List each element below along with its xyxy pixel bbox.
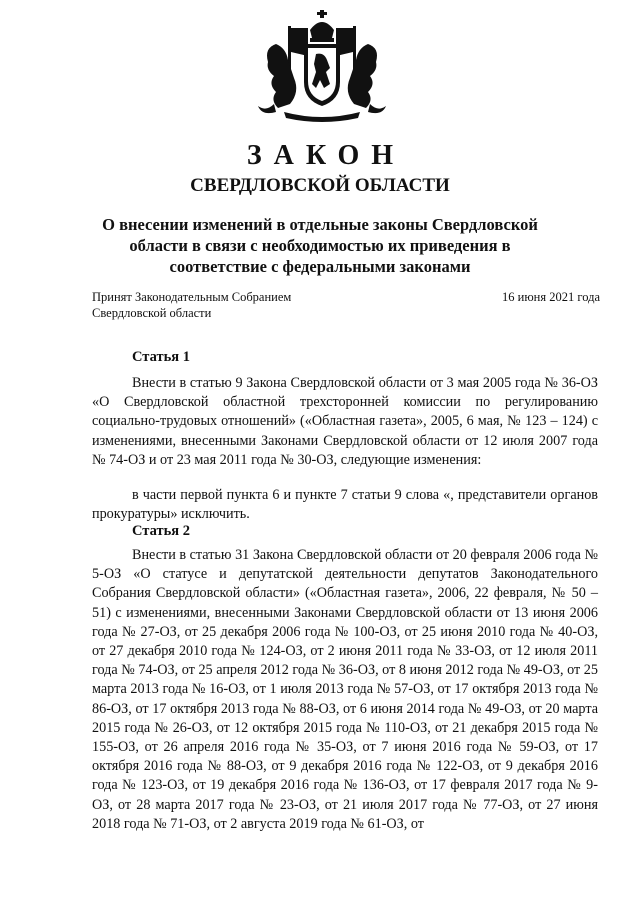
article-2-paragraph-1: Внести в статью 31 Закона Свердловской области от 20 февраля 2006 года № 5-ОЗ «О статусе и депутатской деятельности депутатов Законодательного Собрания Свердловской области» («Областная газета», 2006, 22 февраля, № 50 – 51) с изменениями, внесенными Законами Свердловской области от 13 июня 2006 года № 27-ОЗ, от 25 декабря 2006 года № 100-ОЗ, от 25 июня 2010 года № 40-ОЗ, от 27 декабря 2010 года № 124-ОЗ, от 2 июня 2011 года № 33-ОЗ, от 12 июля 2011 года № 74-ОЗ, от 25 апреля 2012 года № 36-ОЗ, от 8 июня 2012 года № 49-ОЗ, от 25 марта 2013 года № 16-ОЗ, от 1 июля 2013 года № 57-ОЗ, от 17 октября 2013 года № 86-ОЗ, от 17 октября 2013 года № 88-ОЗ, от 6 июня 2014 года № 49-ОЗ, от 20 марта 2015 года № 26-ОЗ, от 12 октября 2015 года № 110-ОЗ, от 21 декабря 2015 года № 155-ОЗ, от 26 апреля 2016 года № 35-ОЗ, от 7 июня 2016 года № 59-ОЗ, от 17 октября 2016 года № 88-ОЗ, от 9 декабря 2016 года № 122-ОЗ, от 9 декабря 2016 года № 123-ОЗ, от 19 декабря 2016 года № 136-ОЗ, от 17 февраля 2017 года № 9-ОЗ, от 28 марта 2017 года № 23-ОЗ, от 21 июля 2017 года № 77-ОЗ, от 27 июня 2018 года № 71-ОЗ, от 2 августа 2019 года № 61-ОЗ, от: [92, 547, 598, 832]
adopted-by: [92, 289, 291, 321]
article-1-heading: Статья 1: [132, 349, 190, 365]
law-subject: О внесении изменений в отдельные законы Свердловской области в связи с необходимостью их приведения в соответствие с федеральными законами: [102, 215, 538, 276]
article-2-heading: Статья 2: [132, 523, 190, 539]
article-1-paragraph-1: Внести в статью 9 Закона Свердловской области от 3 мая 2005 года № 36-ОЗ «О Свердловской областной трехсторонней комиссии по регулированию социально-трудовых отношений» («Областная газета», 2005, 6 мая, № 123 – 124) с изменениями, внесенными Законами Свердловской области от 12 июля 2007 года № 74-ОЗ и от 23 мая 2011 года № 30-ОЗ, следующие изменения:: [92, 375, 598, 468]
adopted-line-2: Свердловской области: [92, 306, 212, 320]
region-title: СВЕРДЛОВСКОЙ ОБЛАСТИ: [190, 175, 450, 196]
adoption-date: 16 июня 2021 года: [502, 290, 600, 304]
coat-of-arms-icon: [254, 8, 390, 124]
article-1-paragraph-2: в части первой пункта 6 и пункте 7 статьи 9 слова «, представители органов прокуратуры» исключить.: [92, 487, 598, 523]
adopted-line-1: Принят Законодательным Собранием: [92, 290, 292, 304]
law-title: ЗАКОН: [246, 140, 406, 171]
